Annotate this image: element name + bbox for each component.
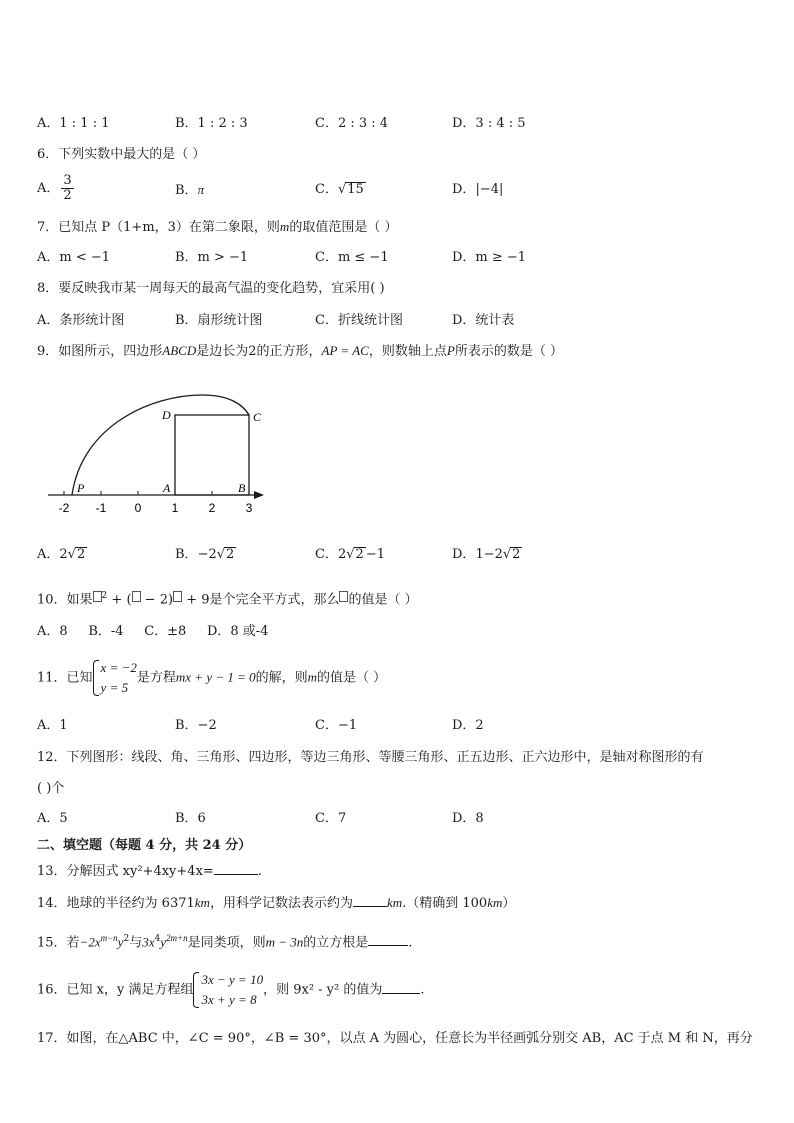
tick-label: 0	[134, 501, 142, 515]
placeholder-box-icon	[93, 591, 102, 602]
answer-blank[interactable]	[368, 933, 408, 946]
equation-system: 3x − y = 10 3x + y = 8	[193, 970, 263, 1010]
q12-stem-cont: ( )个	[37, 781, 65, 796]
q9-figure	[42, 385, 272, 520]
q7-stem: 7．已知点 P（1+m，3）在第二象限，则m的取值范围是（ ）	[37, 219, 398, 235]
q10-stem: 10．如果 $^2$ + ( − 2) + 9是个完全平方式，那么 的值是（ ）	[37, 591, 418, 608]
q8-option-d: D．统计表	[452, 313, 515, 328]
arc	[72, 395, 249, 495]
q9-stem: 9．如图所示，四边形ABCD是边长为2的正方形，AP = AC，则数轴上点P所表示的数是（ ）	[37, 343, 563, 359]
tick-label: 1	[171, 501, 179, 515]
q7-option-b: B．m > −1	[175, 250, 249, 265]
answer-blank[interactable]	[214, 862, 258, 875]
q9-option-b: B．−2√2	[175, 547, 235, 562]
q6-option-a: A． $\frac{3}{2}$	[37, 173, 72, 203]
answer-blank[interactable]	[382, 981, 420, 994]
q12-option-b: B．6	[175, 811, 206, 826]
label-d: D	[162, 408, 171, 422]
q9-option-d: D．1−2√2	[452, 547, 521, 562]
label-b: B	[238, 481, 246, 495]
q13-stem: 13．分解因式 xy²+4xy+4x= .	[37, 864, 262, 879]
q11-option-d: D．2	[452, 718, 484, 733]
label-a: A	[163, 481, 171, 495]
label-p: P	[77, 481, 85, 495]
q8-option-a: A．条形统计图	[37, 313, 125, 328]
q15-stem: 15．若$-2x^{m-n}y^2$与$3x^4y^{2m+n}$是同类项，则m − 3n的立方根是 .	[37, 933, 413, 951]
q7-option-d: D．m ≥ −1	[452, 250, 527, 265]
q14-stem: 14．地球的半径约为 6371km，用科学记数法表示约为 km.（精确到 100km）	[37, 895, 516, 911]
tick-label: 3	[245, 501, 253, 515]
q16-stem: 16．已知 x，y 满足方程组 3x − y = 10 3x + y = 8 ，则 9x² - y² 的值为 .	[37, 970, 425, 1010]
q5-option-a: A．1 : 1 : 1	[37, 116, 110, 131]
q12-option-d: D．8	[452, 811, 484, 826]
placeholder-box-icon	[173, 591, 182, 602]
q8-option-c: C．折线统计图	[315, 313, 403, 328]
q6-stem: 6．下列实数中最大的是（ ）	[37, 147, 206, 162]
q10-options: A．8 B．-4 C．±8 D．8 或-4	[37, 624, 269, 639]
q9-option-c: C．2√2 −1	[315, 547, 385, 562]
q12-option-a: A．5	[37, 811, 68, 826]
q7-option-c: C．m ≤ −1	[315, 250, 389, 265]
tick-label: -2	[58, 501, 70, 515]
q5-option-d: D．3 : 4 : 5	[452, 116, 526, 131]
q12-option-c: C．7	[315, 811, 347, 826]
fraction: $\frac{3}{2}$	[63, 173, 72, 203]
answer-blank[interactable]	[353, 894, 387, 907]
q8-stem: 8．要反映我市某一周每天的最高气温的变化趋势，宜采用( )	[37, 281, 385, 296]
sqrt-sign: √	[337, 182, 347, 197]
q7-option-a: A．m < −1	[37, 250, 111, 265]
q6-option-c: C．√15	[315, 182, 364, 197]
q11-stem: 11．已知 x = −2 y = 5 是方程mx + y − 1 = 0的解，则m的值是（ ）	[37, 658, 386, 698]
q5-option-b: B．1 : 2 : 3	[175, 116, 248, 131]
tick-label: -1	[95, 501, 107, 515]
q8-option-b: B．扇形统计图	[175, 313, 263, 328]
q11-option-b: B．−2	[175, 718, 217, 733]
section-heading: 二、填空题（每题 4 分，共 24 分）	[37, 838, 252, 853]
label-c: C	[253, 410, 262, 424]
q11-option-c: C．−1	[315, 718, 358, 733]
q11-option-a: A．1	[37, 718, 68, 733]
q6-option-d: D．|−4|	[452, 182, 504, 197]
q5-option-c: C．2 : 3 : 4	[315, 116, 389, 131]
equation-system: x = −2 y = 5	[93, 658, 137, 698]
q12-stem: 12．下列图形：线段、角、三角形、四边形，等边三角形、等腰三角形、正五边形、正六边形中，是轴对称图形的有	[37, 750, 704, 765]
q9-option-a: A．2√2	[37, 547, 86, 562]
placeholder-box-icon	[132, 591, 141, 602]
q17-stem: 17．如图，在△ABC 中，∠C = 90°，∠B = 30°，以点 A 为圆心，任意长为半径画弧分别交 AB，AC 于点 M 和 N，再分	[37, 1031, 753, 1046]
q6-option-b: B．π	[175, 182, 205, 198]
arrow-icon	[254, 491, 264, 499]
tick-label: 2	[208, 501, 216, 515]
